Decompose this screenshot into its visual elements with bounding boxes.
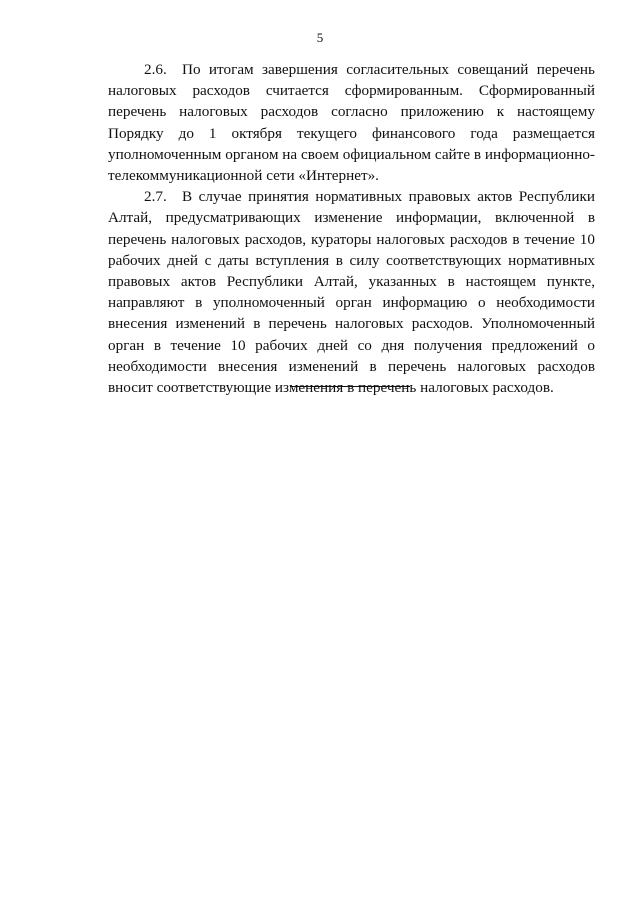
paragraph-2-7	[108, 186, 595, 398]
paragraph-text: В случае принятия нормативных правовых актов Республики Алтай, предусматривающих изменение информации, включенной в перечень налоговых расходов, кураторы налоговых расходов в течение 10 рабочих дней с даты вступления в силу соответствующих нормативных правовых актов Республики Алтай, указанных в настоящем пункте, направляют в уполномоченный орган информацию о необходимости внесения изменений в перечень налоговых расходов. Уполномоченный орган в течение 10 рабочих дней со дня получения предложений о необходимости внесения изменений в перечень налоговых расходов вносит соответствующие изменения в перечень налоговых расходов.	[108, 188, 595, 397]
page-number: 5	[316, 30, 324, 45]
paragraph-number: 2.6.	[144, 61, 167, 78]
paragraph-number: 2.7.	[144, 188, 167, 206]
paragraph-text: По итогам завершения согласительных совещаний перечень налоговых расходов считается сформированным. Сформированный перечень налоговых расходов согласно приложению к настоящему Порядку до 1 октября текущего финансового года размещается уполномоченным органом на своем официальном сайте в информационно-телекоммуникационной сети «Интернет».	[108, 61, 595, 185]
document-body	[108, 59, 595, 398]
paragraph-2-6	[108, 59, 595, 186]
end-of-document-rule	[290, 386, 410, 387]
